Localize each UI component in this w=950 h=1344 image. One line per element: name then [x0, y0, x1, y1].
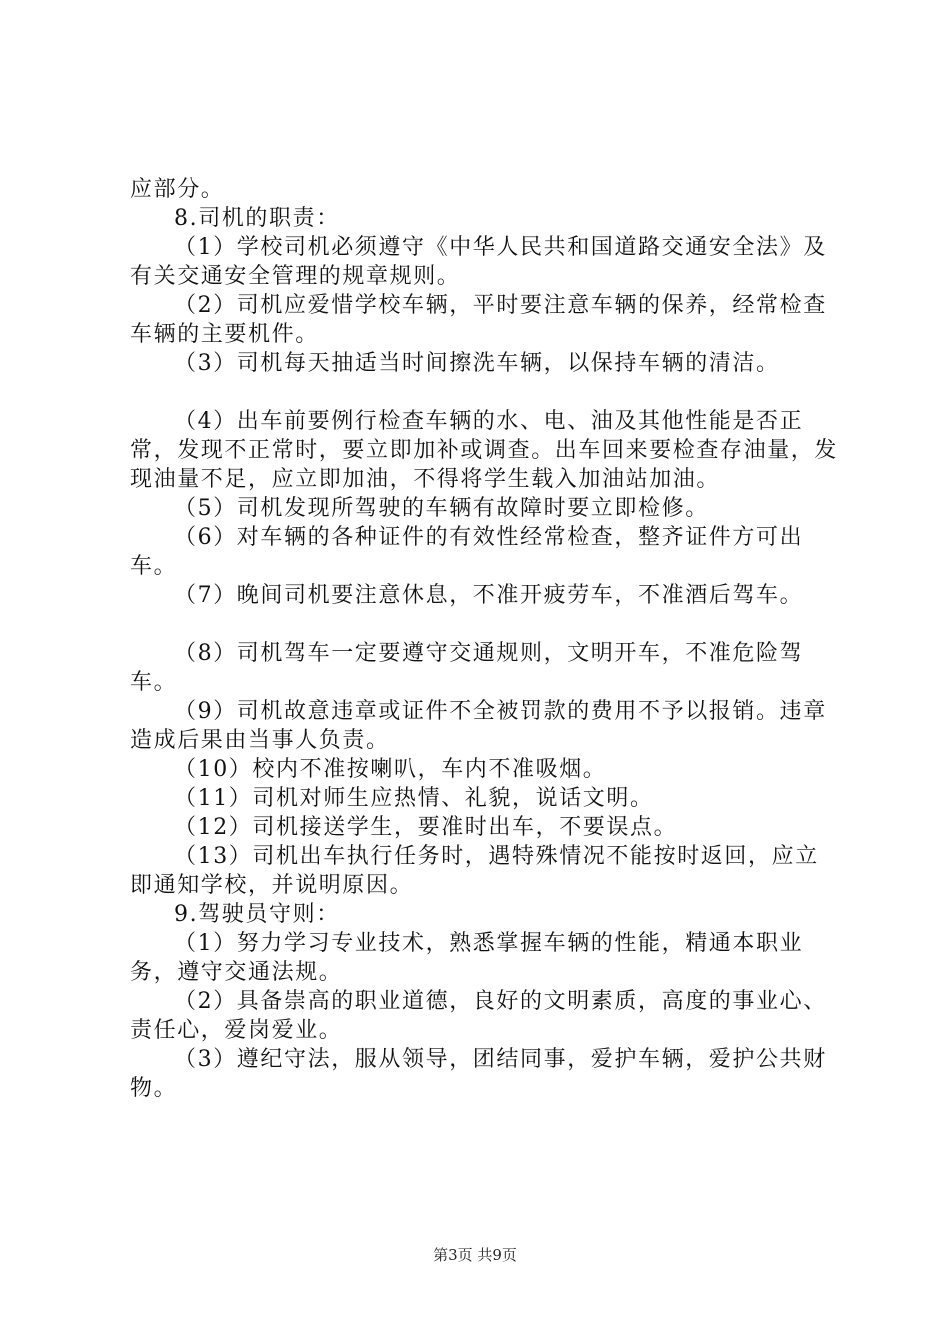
duty-item-4: （4）出车前要例行检查车辆的水、电、油及其他性能是否正常，发现不正常时，要立即加补或调查。出车回来要检查存油量，发现油量不足，应立即加油，不得将学生载入加油站加油。 [130, 409, 839, 492]
duty-item-10: （10）校内不准按喇叭，车内不准吸烟。 [174, 757, 607, 782]
duty-item-12: （12）司机接送学生，要准时出车，不要误点。 [174, 815, 678, 840]
rule-item-1: （1）努力学习专业技术，熟悉掌握车辆的性能，精通本职业务，遵守交通法规。 [130, 931, 804, 985]
rule-item-2: （2）具备崇高的职业道德，良好的文明素质，高度的事业心、责任心，爱岗爱业。 [130, 989, 827, 1043]
duty-item-2: （2）司机应爱惜学校车辆，平时要注意车辆的保养，经常检查车辆的主要机件。 [130, 293, 827, 347]
paragraph-continuation: 应部分。 [130, 177, 225, 202]
duty-item-13: （13）司机出车执行任务时，遇特殊情况不能按时返回，应立即通知学校，并说明原因。 [130, 844, 819, 898]
blank-line [130, 610, 840, 639]
section-heading-driver-duties: 8.司机的职责： [174, 206, 340, 231]
section-heading-driver-rules: 9.驾驶员守则： [174, 902, 340, 927]
duty-item-1: （1）学校司机必须遵守《中华人民共和国道路交通安全法》及有关交通安全管理的规章规则。 [130, 235, 827, 289]
document-body [130, 175, 840, 1103]
rule-item-3: （3）遵纪守法，服从领导，团结同事，爱护车辆，爱护公共财物。 [130, 1047, 827, 1101]
duty-item-7: （7）晚间司机要注意休息，不准开疲劳车，不准酒后驾车。 [174, 583, 804, 608]
duty-item-3: （3）司机每天抽适当时间擦洗车辆，以保持车辆的清洁。 [174, 351, 780, 376]
duty-item-5: （5）司机发现所驾驶的车辆有故障时要立即检修。 [174, 496, 709, 521]
duty-item-6: （6）对车辆的各种证件的有效性经常检查，整齐证件方可出车。 [130, 525, 804, 579]
blank-line [130, 378, 840, 407]
duty-item-8: （8）司机驾车一定要遵守交通规则，文明开车，不准危险驾车。 [130, 641, 804, 695]
page-footer: 第3页 共9页 [433, 1246, 517, 1264]
duty-item-11: （11）司机对师生应热情、礼貌，说话文明。 [174, 786, 654, 811]
duty-item-9: （9）司机故意违章或证件不全被罚款的费用不予以报销。违章造成后果由当事人负责。 [130, 699, 827, 753]
